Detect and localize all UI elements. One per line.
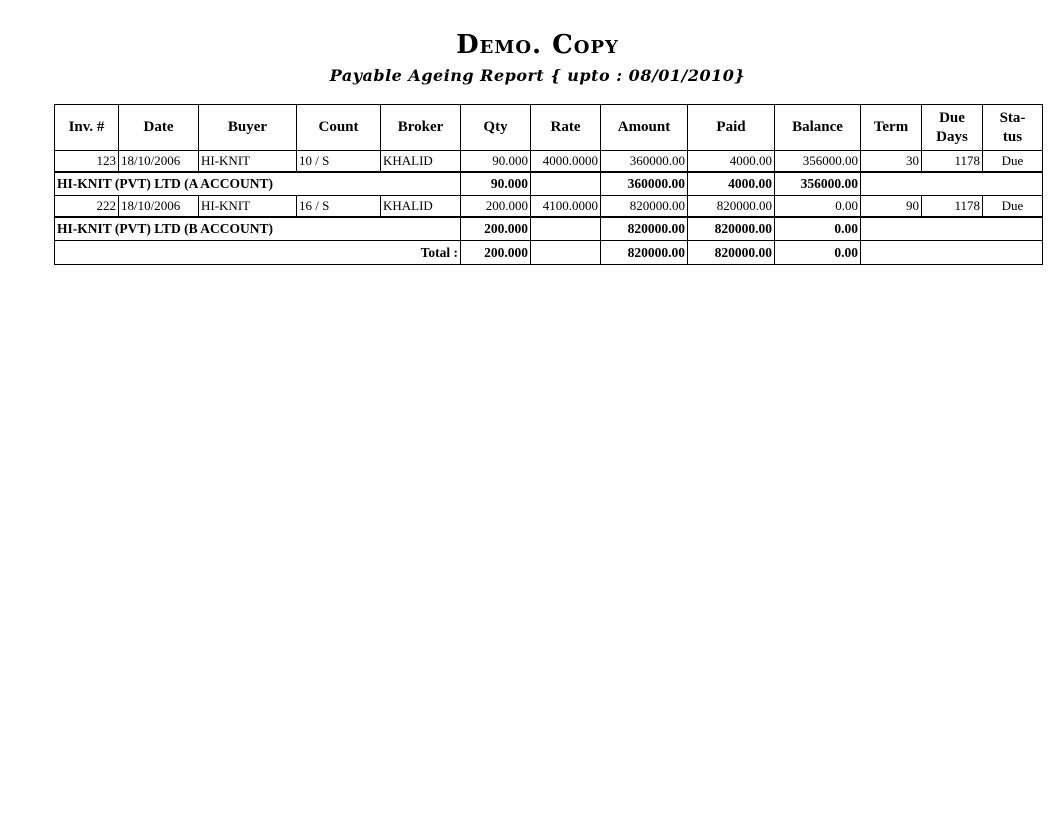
column-header-paid: Paid: [688, 105, 775, 151]
total-rate: [531, 241, 601, 265]
subtotal-balance: 0.00: [775, 217, 861, 241]
header-row: [55, 105, 1043, 151]
subtotal-label: HI-KNIT (PVT) LTD (B ACCOUNT): [55, 217, 461, 241]
cell-qty: 90.000: [461, 151, 531, 173]
subtotal-paid: 820000.00: [688, 217, 775, 241]
column-header-due-days-line1: Due: [939, 109, 965, 126]
cell-rate: 4000.0000: [531, 151, 601, 173]
column-header-balance: Balance: [775, 105, 861, 151]
grand-total-row: [55, 241, 1043, 265]
ageing-report-table: [54, 104, 1043, 265]
cell-paid: 4000.00: [688, 151, 775, 173]
total-amount: 820000.00: [601, 241, 688, 265]
cell-amount: 360000.00: [601, 151, 688, 173]
total-qty: 200.000: [461, 241, 531, 265]
total-blank: [861, 241, 1043, 265]
cell-buyer: HI-KNIT: [199, 151, 297, 173]
subtotal-rate: [531, 172, 601, 196]
cell-count: 10 / S: [297, 151, 381, 173]
cell-status: Due: [983, 196, 1043, 218]
cell-term: 30: [861, 151, 922, 173]
column-header-qty: Qty: [461, 105, 531, 151]
subtotal-blank: [861, 217, 1043, 241]
cell-buyer: HI-KNIT: [199, 196, 297, 218]
column-header-due-days-line2: Days: [936, 128, 968, 145]
subtotal-qty: 90.000: [461, 172, 531, 196]
cell-inv: 222: [55, 196, 119, 218]
cell-term: 90: [861, 196, 922, 218]
table-row: [55, 196, 1043, 218]
column-header-due-days: [922, 105, 983, 151]
cell-paid: 820000.00: [688, 196, 775, 218]
subtotal-amount: 820000.00: [601, 217, 688, 241]
cell-date: 18/10/2006: [119, 196, 199, 218]
cell-date: 18/10/2006: [119, 151, 199, 173]
table-row: [55, 151, 1043, 173]
cell-broker: KHALID: [381, 151, 461, 173]
column-header-status-line1: Sta-: [999, 109, 1026, 126]
column-header-broker: Broker: [381, 105, 461, 151]
subtotal-amount: 360000.00: [601, 172, 688, 196]
cell-qty: 200.000: [461, 196, 531, 218]
column-header-count: Count: [297, 105, 381, 151]
column-header-status-line2: tus: [1002, 128, 1023, 145]
subtotal-row: [55, 217, 1043, 241]
cell-rate: 4100.0000: [531, 196, 601, 218]
column-header-status: [983, 105, 1043, 151]
column-header-buyer: Buyer: [199, 105, 297, 151]
cell-broker: KHALID: [381, 196, 461, 218]
cell-amount: 820000.00: [601, 196, 688, 218]
cell-status: Due: [983, 151, 1043, 173]
subtotal-qty: 200.000: [461, 217, 531, 241]
subtotal-row: [55, 172, 1043, 196]
column-header-date: Date: [119, 105, 199, 151]
column-header-inv: Inv. #: [55, 105, 119, 151]
subtotal-blank: [861, 172, 1043, 196]
total-paid: 820000.00: [688, 241, 775, 265]
cell-count: 16 / S: [297, 196, 381, 218]
subtotal-label: HI-KNIT (PVT) LTD (A ACCOUNT): [55, 172, 461, 196]
report-subtitle: Payable Ageing Report { upto : 08/01/2010}: [329, 66, 746, 85]
column-header-rate: Rate: [531, 105, 601, 151]
total-label: Total :: [55, 241, 461, 265]
cell-balance: 0.00: [775, 196, 861, 218]
cell-inv: 123: [55, 151, 119, 173]
subtotal-paid: 4000.00: [688, 172, 775, 196]
column-header-amount: Amount: [601, 105, 688, 151]
cell-due-days: 1178: [922, 196, 983, 218]
subtotal-balance: 356000.00: [775, 172, 861, 196]
cell-due-days: 1178: [922, 151, 983, 173]
cell-balance: 356000.00: [775, 151, 861, 173]
subtotal-rate: [531, 217, 601, 241]
report-title: Demo. Copy: [456, 30, 619, 60]
total-balance: 0.00: [775, 241, 861, 265]
column-header-term: Term: [861, 105, 922, 151]
